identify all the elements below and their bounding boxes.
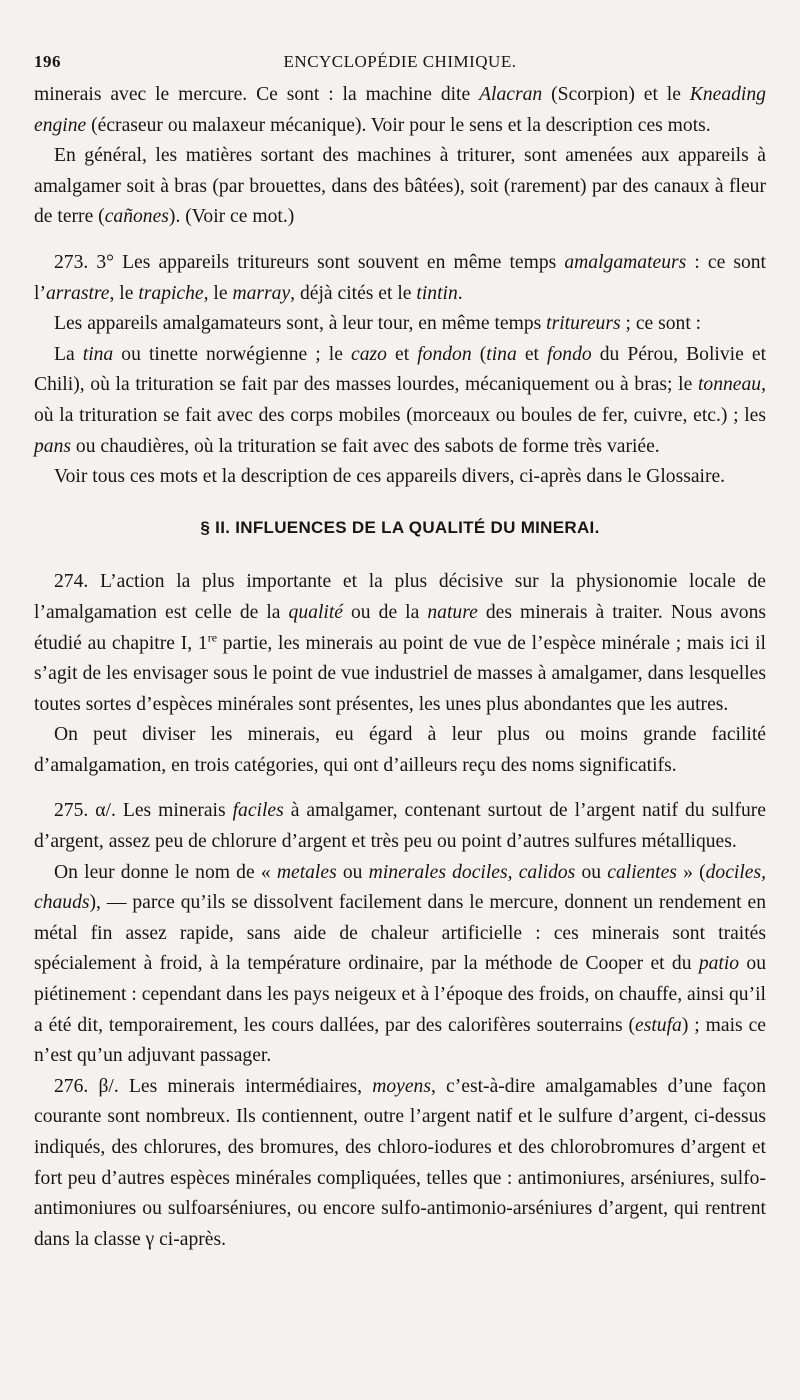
- text: .: [457, 282, 463, 304]
- text: et: [516, 343, 548, 365]
- term-italic: calientes: [607, 861, 677, 883]
- text: (: [471, 343, 487, 365]
- text: , c’est-à-dire amalgamables d’une façon courante sont nombreux. Ils contiennent, outre l’argent natif et le sulfure d’argent, ci-dessus indiqués, des chlorures, des bromures, des chloro-iodures et des chlorobromures d’argent et fort peu d’autres espèces minérales compliquées, telles que : antimoniures, arséniures, sulfo-antimoniures ou sulfoarséniures, ou encore sulfo-antimonio-arséniures d’argent, qui rentrent dans la classe γ ci-après.: [34, 1075, 766, 1250]
- term-italic: metales: [276, 861, 337, 883]
- body-text: [34, 80, 766, 1255]
- term-italic: fondon: [417, 343, 472, 365]
- text: ). (Voir ce mot.): [168, 206, 295, 228]
- text: 276. β/. Les minerais intermédiaires,: [54, 1075, 373, 1097]
- term-italic: tina: [82, 343, 114, 365]
- term-italic: cañones: [104, 206, 169, 228]
- term-italic: moyens: [372, 1075, 431, 1097]
- text: : ce sont l’: [34, 251, 767, 304]
- text: partie, les minerais au point de vue de l’espèce minérale ; mais ici il s’agit de les envisager sous le point de vue industriel de masses à amalgamer, dans lesquelles toutes sortes d’espèces minérales sont présentes, les unes plus abondantes que les autres.: [34, 632, 766, 715]
- term-italic: patio: [698, 953, 740, 975]
- term-italic: Kneading engine: [34, 84, 766, 136]
- text: ou: [575, 861, 608, 883]
- text: à amalgamer, contenant surtout de l’argent natif du sulfure d’argent, assez peu de chlorure d’argent et très peu ou point d’autres sulfures métalliques.: [34, 800, 767, 853]
- text: (Scorpion) et le: [542, 84, 690, 105]
- paragraph-276: [34, 1072, 766, 1256]
- text: ou: [336, 861, 369, 883]
- term-italic: faciles: [232, 800, 284, 822]
- text: La: [54, 343, 83, 365]
- paragraph-4: [34, 309, 766, 340]
- running-title: ENCYCLOPÉDIE CHIMIQUE.: [283, 52, 517, 71]
- text: 273. 3° Les appareils tritureurs sont souvent en même temps: [54, 251, 565, 273]
- paragraph-273: [34, 248, 766, 309]
- text: 275. α/. Les minerais: [54, 800, 233, 822]
- text: En général, les matières sortant des machines à triturer, sont amenées aux appareils à amalgamer soit à bras (par brouettes, dans des bâtées), soit (rarement) par des canaux à fleur de terre (: [34, 145, 766, 228]
- text: minerais avec le mercure. Ce sont : la machine dite: [34, 84, 480, 105]
- text: ), — parce qu’ils se dissolvent facilement dans le mercure, donnent un rendement en métal fin assez rapide, sans aide de chaleur artificielle : ces minerais sont traités spécialement à froid, à la température ordinaire, par la méthode de Cooper et du: [34, 892, 766, 975]
- term-italic: Alacran: [479, 84, 543, 105]
- text: On peut diviser les minerais, eu égard à leur plus ou moins grande facilité d’amalgamation, en trois catégories, qui ont d’ailleurs reçu des noms significatifs.: [34, 724, 766, 776]
- text: , le: [203, 282, 233, 304]
- section-heading: § II. INFLUENCES DE LA QUALITÉ DU MINERAI.: [200, 517, 600, 537]
- paragraph-274: [34, 567, 766, 720]
- term-italic: tina: [486, 343, 517, 365]
- text: du Pérou, Bolivie et Chili), où la trituration se fait par des masses lourdes, mécaniquement ou à bras; le: [34, 343, 767, 396]
- term-italic: qualité: [288, 601, 343, 623]
- paragraph-10: [34, 858, 766, 1072]
- text: ou de la: [342, 601, 428, 623]
- paragraph-8: [34, 720, 766, 781]
- text: ; ce sont :: [620, 313, 702, 335]
- paragraph-1: [34, 80, 766, 141]
- superscript: re: [207, 629, 218, 644]
- term-italic: trapiche: [138, 282, 204, 304]
- text: (écraseur ou malaxeur mécanique). Voir pour le sens et la description ces mots.: [86, 114, 711, 136]
- text: 274. L’action la plus importante et la plus décisive sur la physionomie locale de l’amalgamation est celle de la: [34, 571, 766, 623]
- term-italic: estufa: [635, 1014, 682, 1036]
- text: Voir tous ces mots et la description de ces appareils divers, ci-après dans le Glossaire.: [54, 466, 726, 488]
- text: ) ; mais ce n’est qu’un adjuvant passager.: [34, 1014, 766, 1067]
- term-italic: amalgamateurs: [564, 251, 687, 273]
- text: , déjà cités et le: [290, 282, 417, 304]
- text: et: [386, 343, 418, 365]
- running-header: [34, 52, 766, 80]
- text: ou chaudières, où la trituration se fait avec des sabots de forme très variée.: [71, 435, 660, 457]
- page-number: 196: [34, 52, 61, 71]
- term-italic: minerales dociles, calidos: [368, 861, 576, 883]
- term-italic: cazo: [351, 343, 387, 365]
- text: On leur donne le nom de «: [54, 861, 277, 883]
- term-italic: tintin: [416, 282, 458, 304]
- paragraph-275: [34, 796, 766, 857]
- term-italic: fondo: [547, 343, 592, 365]
- term-italic: arrastre: [45, 282, 110, 304]
- text: , le: [109, 282, 139, 304]
- term-italic: tritureurs: [546, 313, 621, 335]
- text: » (: [676, 861, 706, 883]
- term-italic: nature: [427, 601, 478, 623]
- paragraph-6: [34, 462, 766, 493]
- term-italic: tonneau: [697, 374, 762, 396]
- paragraph-5: [34, 340, 766, 462]
- text: , où la trituration se fait avec des corps mobiles (morceaux ou boules de fer, cuivre, etc.) ; les: [34, 374, 766, 426]
- term-italic: marray: [232, 282, 291, 304]
- term-italic: pans: [34, 435, 72, 457]
- text: ou tinette norwégienne ; le: [113, 343, 351, 365]
- paragraph-2: [34, 141, 766, 233]
- text: Les appareils amalgamateurs sont, à leur tour, en même temps: [54, 313, 547, 335]
- text: ou piétinement : cependant dans les pays neigeux et à l’époque des froids, on chauffe, ainsi qu’il a été dit, temporairement, les cours dallées, par des calorifères souterrains (: [34, 953, 766, 1036]
- term-italic: dociles, chauds: [34, 861, 767, 914]
- text: des minerais à traiter. Nous avons étudié au chapitre I, 1: [34, 601, 766, 654]
